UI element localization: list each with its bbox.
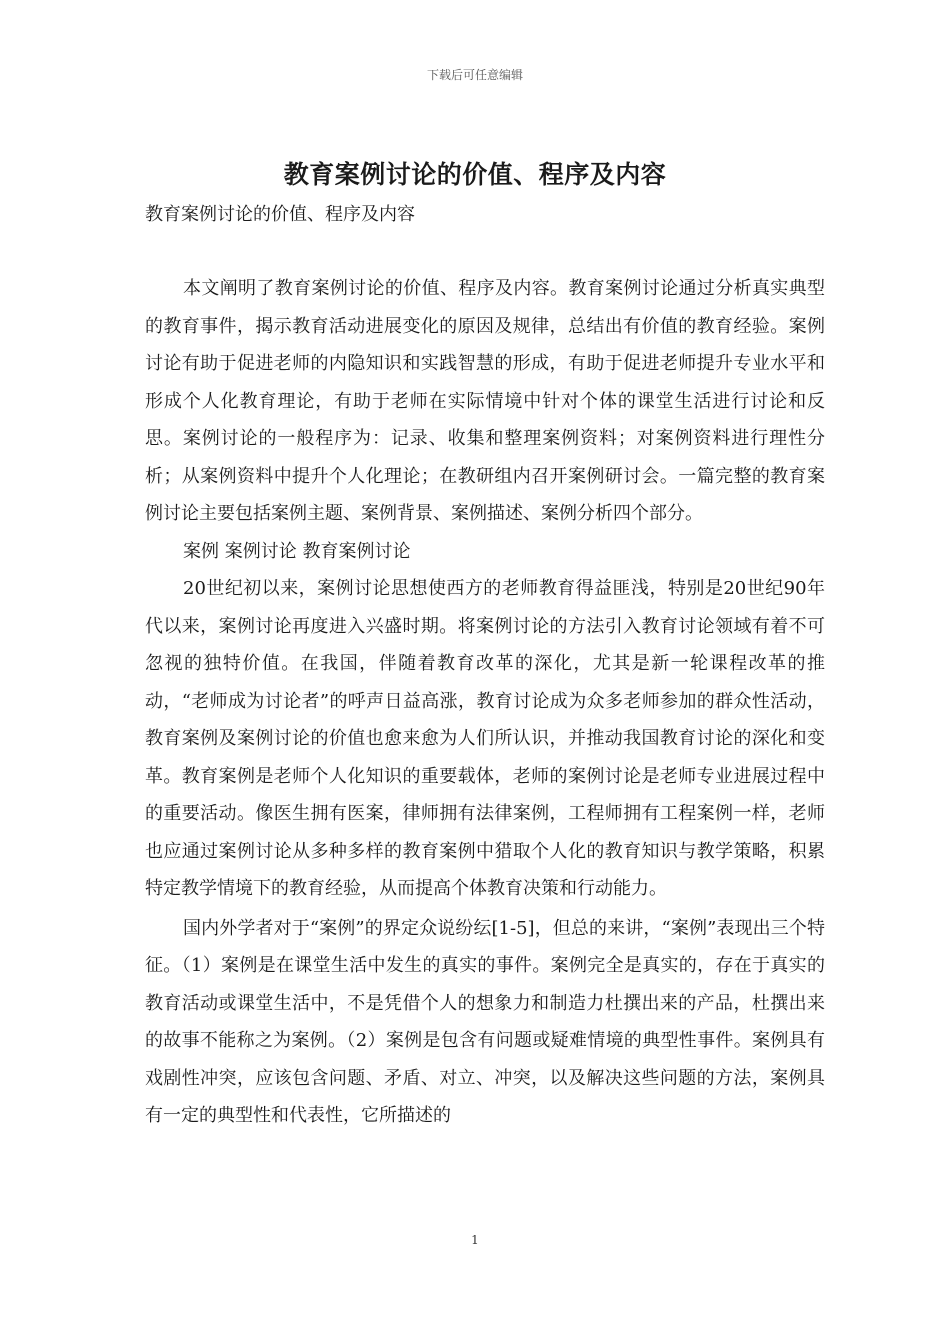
body-paragraph: 国内外学者对于“案例”的界定众说纷纭[1-5]，但总的来讲，“案例”表现出三个特征。（1）案例是在课堂生活中发生的真实的事件。案例完全是真实的，存在于真实的教育活动或课堂生活中，不是凭借个人的想象力和制造力杜撰出来的产品，杜撰出来的故事不能称之为案例。（2）案例是包含有问题或疑难情境的典型性事件。案例具有戏剧性冲突，应该包含问题、矛盾、对立、冲突，以及解决这些问题的方法，案例具有一定的典型性和代表性，它所描述的	[145, 917, 825, 1126]
document-subtitle: 教育案例讨论的价值、程序及内容	[145, 204, 415, 225]
keywords-paragraph: 案例 案例讨论 教育案例讨论	[183, 540, 411, 562]
document-body	[145, 270, 825, 1135]
body-paragraph: 20世纪初以来，案例讨论思想使西方的老师教育得益匪浅，特别是20世纪90年代以来，案例讨论再度进入兴盛时期。将案例讨论的方法引入教育讨论领域有着不可忽视的独特价值。在我国，伴随着教育改革的深化，尤其是新一轮课程改革的推动，“老师成为讨论者”的呼声日益高涨，教育讨论成为众多老师参加的群众性活动，教育案例及案例讨论的价值也愈来愈为人们所认识，并推动我国教育讨论的深化和变革。教育案例是老师个人化知识的重要载体，老师的案例讨论是老师专业进展过程中的重要活动。像医生拥有医案，律师拥有法律案例，工程师拥有工程案例一样，老师也应通过案例讨论从多种多样的教育案例中猎取个人化的教育知识与教学策略，积累特定教学情境下的教育经验，从而提高个体教育决策和行动能力。	[145, 578, 825, 899]
document-title: 教育案例讨论的价值、程序及内容	[283, 160, 667, 189]
abstract-paragraph: 本文阐明了教育案例讨论的价值、程序及内容。教育案例讨论通过分析真实典型的教育事件，揭示教育活动进展变化的原因及规律，总结出有价值的教育经验。案例讨论有助于促进老师的内隐知识和实践智慧的形成，有助于促进老师提升专业水平和形成个人化教育理论，有助于老师在实际情境中针对个体的课堂生活进行讨论和反思。案例讨论的一般程序为：记录、收集和整理案例资料；对案例资料进行理性分析；从案例资料中提升个人化理论；在教研组内召开案例研讨会。一篇完整的教育案例讨论主要包括案例主题、案例背景、案例描述、案例分析四个部分。	[145, 278, 825, 524]
page-header: 下载后可任意编辑	[426, 68, 523, 82]
page-number: 1	[471, 1233, 479, 1247]
